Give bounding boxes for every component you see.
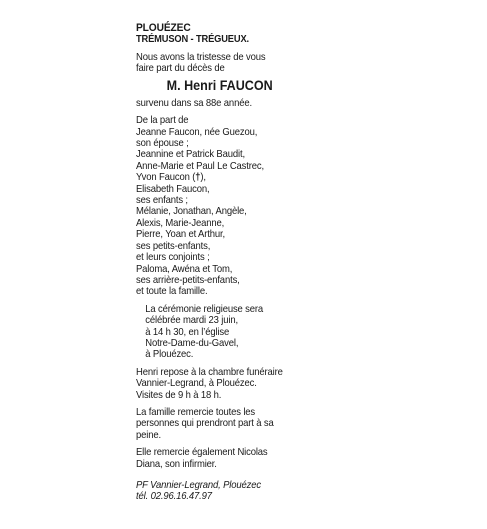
intro-text xyxy=(136,52,303,75)
yvon-name: Yvon Faucon ( xyxy=(136,172,196,184)
obituary-notice xyxy=(136,22,303,503)
family-line: et toute la famille. xyxy=(136,286,208,298)
thanks-block xyxy=(136,407,303,441)
cross-icon: † xyxy=(195,172,201,184)
thanks-line: La famille remercie toutes les xyxy=(136,406,256,418)
family-line: ses petits-enfants, xyxy=(136,240,211,252)
family-line: ses enfants ; xyxy=(136,195,188,207)
family-line: Alexis, Marie-Jeanne, xyxy=(136,217,225,229)
intro-line: faire part du décès de xyxy=(136,63,225,75)
ceremony-line: célébrée mardi 23 juin, xyxy=(145,315,238,327)
ceremony-line: à 14 h 30, en l’église xyxy=(145,326,230,338)
thanks2-line: Elle remercie également Nicolas xyxy=(136,447,268,459)
family-line: Jeannine et Patrick Baudit, xyxy=(136,149,245,161)
thanks2-line: Diana, son infirmier. xyxy=(136,458,217,470)
family-line: son épouse ; xyxy=(136,138,189,150)
yvon-suffix: ), xyxy=(200,172,206,184)
family-line: ses arrière-petits-enfants, xyxy=(136,274,240,286)
funeral-home-phone: tél. 02.96.16.47.97 xyxy=(136,491,212,503)
age-line xyxy=(136,98,303,109)
rest-line: Visites de 9 h à 18 h. xyxy=(136,389,222,401)
rest-line: Henri repose à la chambre funéraire xyxy=(136,366,283,378)
deceased-name: M. Henri FAUCON xyxy=(166,77,273,93)
town-heading: PLOUÉZEC xyxy=(136,22,191,34)
family-line: Pierre, Yoan et Arthur, xyxy=(136,229,225,241)
family-line: Jeanne Faucon, née Guezou, xyxy=(136,126,258,138)
family-line: et leurs conjoints ; xyxy=(136,252,210,264)
villages-subheading: TRÉMUSON - TRÉGUEUX. xyxy=(136,34,249,45)
rest-line: Vannier-Legrand, à Plouézec. xyxy=(136,378,257,390)
rest-block xyxy=(136,367,303,401)
intro-line: Nous avons la tristesse de vous xyxy=(136,52,266,63)
thanks-line: personnes qui prendront part à sa xyxy=(136,418,274,430)
family-line: Anne-Marie et Paul Le Castrec, xyxy=(136,160,265,172)
family-line-yvon xyxy=(136,172,303,183)
funeral-home-name: PF Vannier-Legrand, Plouézec xyxy=(136,480,261,491)
family-line: Paloma, Awéna et Tom, xyxy=(136,263,233,275)
age-text: survenu dans sa 88e année. xyxy=(136,97,252,109)
thanks-line: peine. xyxy=(136,429,161,441)
ceremony-line: à Plouézec. xyxy=(145,349,194,361)
ceremony-line: Notre-Dame-du-Gavel, xyxy=(145,337,239,349)
family-block xyxy=(136,115,303,298)
family-line: Mélanie, Jonathan, Angèle, xyxy=(136,206,247,218)
family-line: De la part de xyxy=(136,115,189,127)
thanks2-block xyxy=(136,447,303,470)
funeral-home-footer xyxy=(136,480,303,503)
ceremony-block xyxy=(136,304,303,361)
family-line: Elisabeth Faucon, xyxy=(136,183,210,195)
ceremony-line: La cérémonie religieuse sera xyxy=(145,303,264,315)
